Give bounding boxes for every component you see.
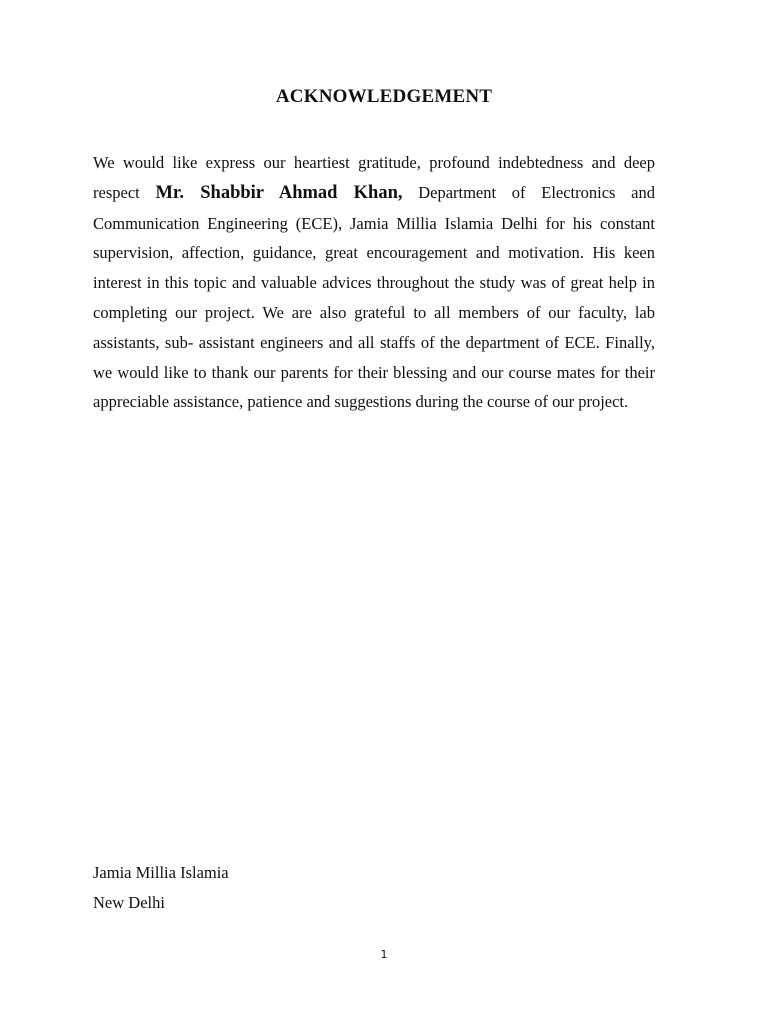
page-number: 1	[380, 948, 388, 961]
paragraph-intro-text: We would like express our heartiest gratitude, profound indebtedness and deep respect	[93, 153, 655, 202]
signature-institution: Jamia Millia Islamia	[93, 863, 229, 882]
supervisor-name: Mr. Shabbir Ahmad Khan,	[155, 182, 403, 203]
acknowledgement-paragraph	[93, 148, 655, 417]
paragraph-body-text: Department of Electronics and Communication Engineering (ECE), Jamia Millia Islamia Delhi for his constant supervision, affection, guidance, great encouragement and motivation. His keen interest in this topic and valuable advices throughout the study was of great help in completing our project. We are also grateful to all members of our faculty, lab assistants, sub- assistant engineers and all staffs of the department of ECE. Finally, we would like to thank our parents for their blessing and our course mates for their appreciable assistance, patience and suggestions during the course of our project.	[93, 182, 655, 412]
signature-city: New Delhi	[93, 893, 165, 912]
page-title: ACKNOWLEDGEMENT	[275, 86, 493, 107]
